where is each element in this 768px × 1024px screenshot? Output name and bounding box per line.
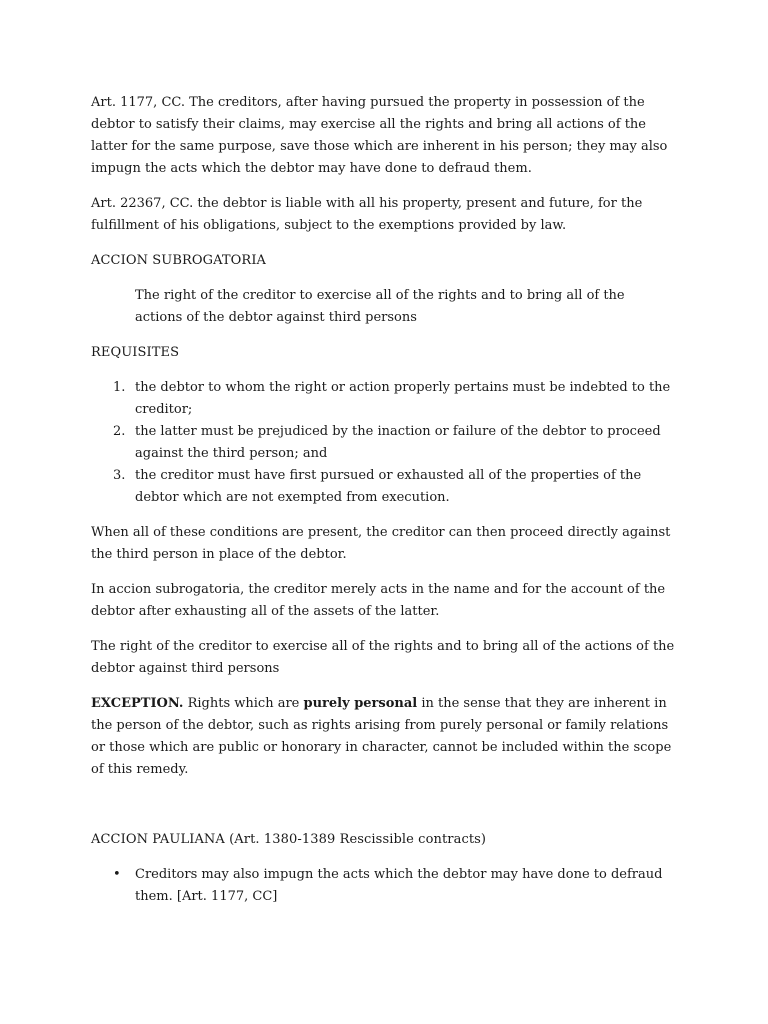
exception-text-post: in the sense that they are inherent in the person of the debtor, such as rights arising from purely personal or family relations or those which are public or honorary in character, cannot be included within the scope of this remedy. [91,696,672,777]
list-number: 2. [113,424,126,439]
accion-subrogatoria-definition: The right of the creditor to exercise all of the rights and to bring all of the actions of the debtor against third persons [135,288,625,325]
accion-pauliana-list [91,864,675,908]
right-of-creditor-paragraph: The right of the creditor to exercise all of the rights and to bring all of the actions of the debtor against third persons [91,639,675,676]
bullet-text: Creditors may also impugn the acts which the debtor may have done to defraud them. [Art. 1177, CC] [135,867,663,904]
requisite-text: the latter must be prejudiced by the inaction or failure of the debtor to proceed against the third person; and [135,424,661,461]
requisites-list [91,377,675,509]
exception-text-pre: Rights which are [183,696,304,711]
conditions-paragraph: When all of these conditions are present, the creditor can then proceed directly against the third person in place of the debtor. [91,525,671,562]
requisite-text: the creditor must have first pursued or exhausted all of the properties of the debtor which are not exempted from execution. [135,468,642,505]
exception-label: EXCEPTION. [91,696,184,711]
requisite-item [91,421,675,465]
exception-paragraph [91,693,675,781]
accion-pauliana-heading: ACCION PAULIANA (Art. 1380-1389 Rescissible contracts) [91,832,487,847]
requisite-item [91,465,675,509]
list-item [91,864,675,908]
accion-subrogatoria-heading: ACCION SUBROGATORIA [91,253,267,268]
bullet-icon: • [113,867,121,882]
art-22367-paragraph: Art. 22367, CC. the debtor is liable with all his property, present and future, for the fulfillment of his obligations, subject to the exemptions provided by law. [91,196,643,233]
purely-personal-phrase: purely personal [303,696,418,711]
document-page [91,92,675,908]
list-number: 1. [113,380,126,395]
art-1177-paragraph: Art. 1177, CC. The creditors, after having pursued the property in possession of the debtor to satisfy their claims, may exercise all the rights and bring all actions of the latter for the same purpose, save those which are inherent in his person; they may also impugn the acts which the debtor may have done to defraud them. [91,95,668,176]
acts-in-name-paragraph: In accion subrogatoria, the creditor merely acts in the name and for the account of the debtor after exhausting all of the assets of the latter. [91,582,666,619]
requisites-heading: REQUISITES [91,345,180,360]
requisite-text: the debtor to whom the right or action properly pertains must be indebted to the creditor; [135,380,671,417]
list-number: 3. [113,468,126,483]
section-spacer [91,794,675,829]
requisite-item [91,377,675,421]
